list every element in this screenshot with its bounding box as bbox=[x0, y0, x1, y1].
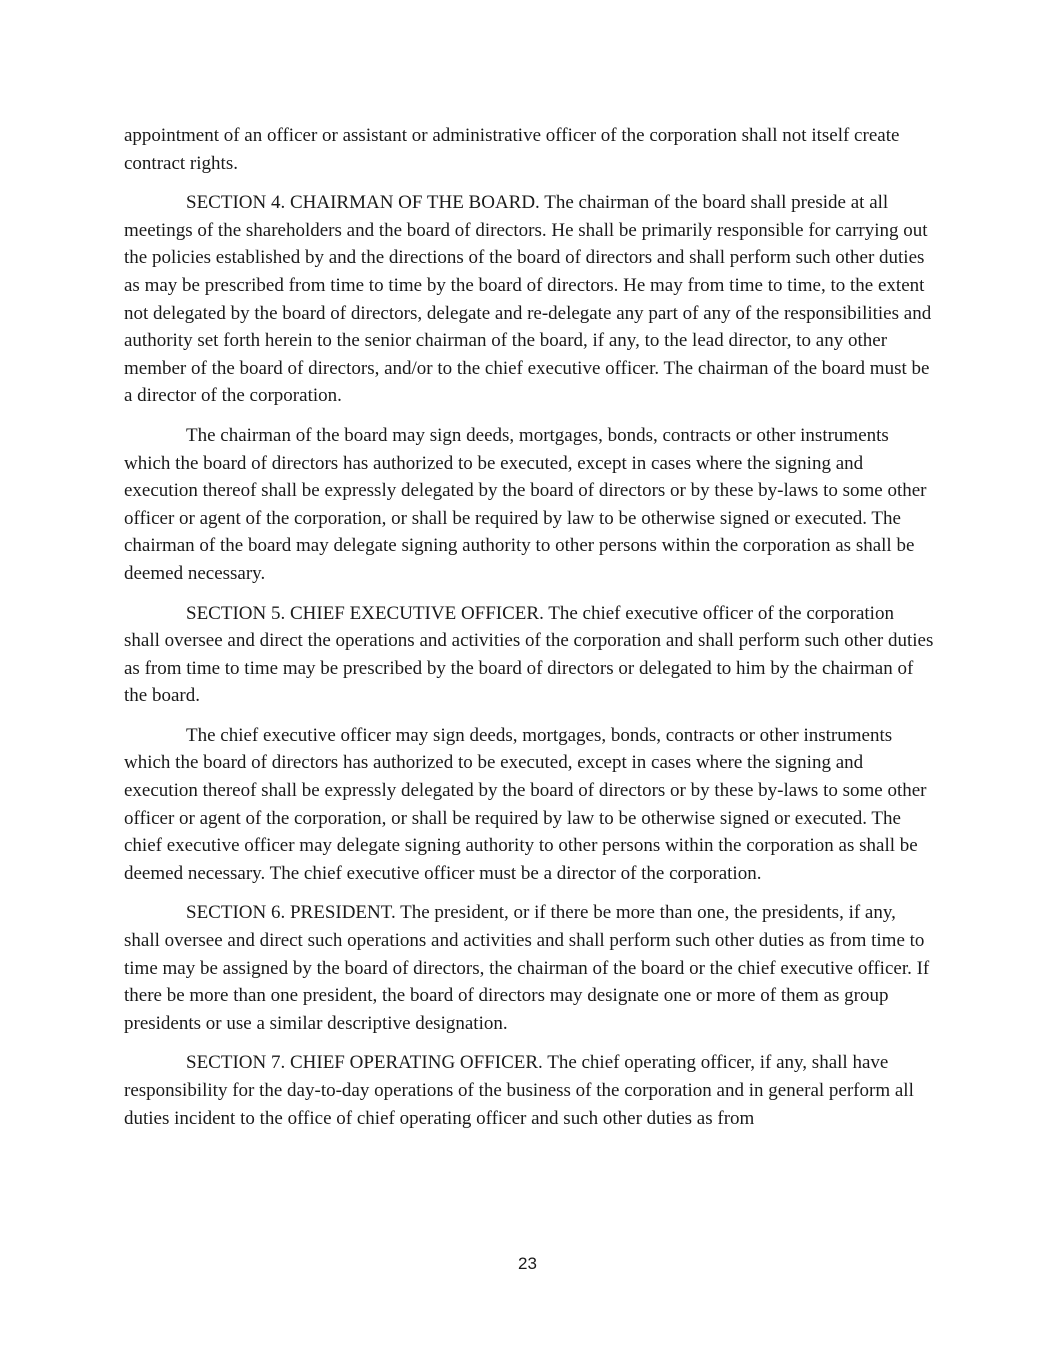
paragraph-section-7-coo: SECTION 7. CHIEF OPERATING OFFICER. The chief operating officer, if any, shall have responsibility for the day-to-day operations of the business of the corporation and in general perform all duties incident to the office of chief operating officer and such other duties as from bbox=[124, 1052, 914, 1129]
paragraph-continuation: appointment of an officer or assistant or administrative officer of the corporation shall not itself create contract rights. bbox=[124, 125, 900, 174]
paragraph-section-4-chairman: SECTION 4. CHAIRMAN OF THE BOARD. The chairman of the board shall preside at all meetings of the shareholders and the board of directors. He shall be primarily responsible for carrying out the policies established by and the directions of the board of directors and shall perform such other duties as may be prescribed from time to time by the board of directors. He may from time to time, to the extent not delegated by the board of directors, delegate and re-delegate any part of any of the responsibilities and authority set forth herein to the senior chairman of the board, if any, to the lead director, to any other member of the board of directors, and/or to the chief executive officer. The chairman of the board must be a director of the corporation. bbox=[124, 192, 932, 407]
paragraph-section-6-president: SECTION 6. PRESIDENT. The president, or if there be more than one, the presidents, if any, shall oversee and direct such operations and activities and shall perform such other duties as from time to time may be assigned by the board of directors, the chairman of the board or the chief executive officer. If there be more than one president, the board of directors may designate one or more of them as group presidents or use a similar descriptive designation. bbox=[124, 902, 930, 1034]
paragraph-section-5-ceo: SECTION 5. CHIEF EXECUTIVE OFFICER. The chief executive officer of the corporation shall oversee and direct the operations and activities of the corporation and shall perform such other duties as from time to time may be prescribed by the board of directors or delegated to him by the chairman of the board. bbox=[124, 602, 934, 707]
paragraph-ceo-signing: The chief executive officer may sign deeds, mortgages, bonds, contracts or other instruments which the board of directors has authorized to be executed, except in cases where the signing and execution thereof shall be expressly delegated by the board of directors or by these by-laws to some other officer or agent of the corporation, or shall be required by law to be otherwise signed or executed. The chief executive officer may delegate signing authority to other persons within the corporation as shall be deemed necessary. The chief executive officer must be a director of the corporation. bbox=[124, 724, 927, 884]
document-body bbox=[124, 122, 934, 1144]
page-number: 23 bbox=[518, 1254, 537, 1273]
paragraph-chairman-signing: The chairman of the board may sign deeds, mortgages, bonds, contracts or other instruments which the board of directors has authorized to be executed, except in cases where the signing and execution thereof shall be expressly delegated by the board of directors or by these by-laws to some other officer or agent of the corporation, or shall be required by law to be otherwise signed or executed. The chairman of the board may delegate signing authority to other persons within the corporation as shall be deemed necessary. bbox=[124, 424, 927, 584]
